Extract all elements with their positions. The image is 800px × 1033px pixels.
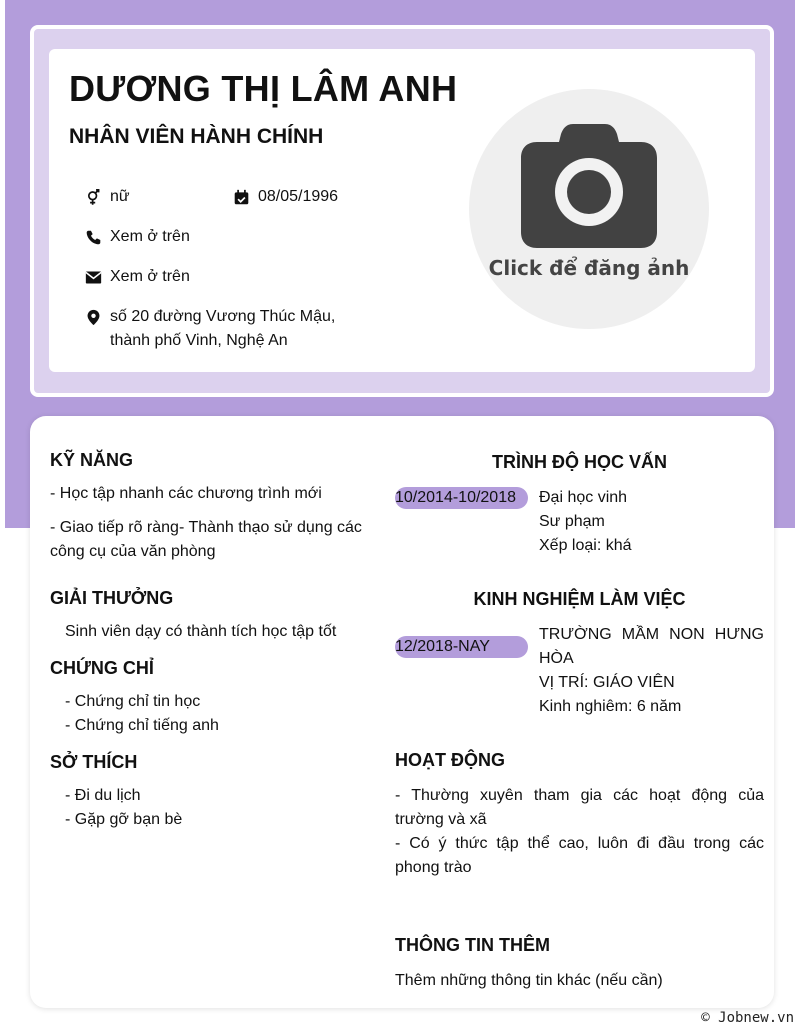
experience-period[interactable]: 12/2018-NAY	[395, 636, 528, 658]
photo-upload[interactable]	[469, 89, 709, 329]
photo-upload-label: Click để đăng ảnh	[488, 256, 690, 280]
hobby-item[interactable]: - Đi du lịch	[65, 787, 141, 804]
email-row[interactable]	[83, 265, 190, 289]
email-icon	[83, 265, 103, 289]
birthdate-row[interactable]	[231, 185, 338, 209]
candidate-name[interactable]: DƯƠNG THỊ LÂM ANH	[69, 68, 458, 109]
phone-icon	[83, 225, 103, 249]
camera-icon	[517, 124, 661, 250]
certificate-item[interactable]: - Chứng chỉ tin học	[65, 693, 201, 710]
education-heading[interactable]: TRÌNH ĐỘ HỌC VẤN	[492, 452, 667, 472]
hobbies-heading[interactable]: SỞ THÍCH	[50, 752, 138, 772]
awards-heading[interactable]: GIẢI THƯỞNG	[50, 588, 174, 608]
education-period[interactable]: 10/2014-10/2018	[395, 487, 528, 509]
experience-duration[interactable]: Kinh nghiêm: 6 năm	[539, 698, 682, 715]
birthdate-value: 08/05/1996	[258, 188, 339, 205]
activity-item[interactable]: - Thường xuyên tham gia các hoạt động của	[395, 787, 764, 804]
activity-item-continued[interactable]: phong trào	[395, 859, 472, 876]
watermark: © Jobnew.vn	[701, 1010, 794, 1026]
extra-info-heading[interactable]: THÔNG TIN THÊM	[395, 935, 550, 955]
award-item[interactable]: Sinh viên dạy có thành tích học tập tốt	[65, 623, 337, 640]
education-major[interactable]: Sư phạm	[539, 513, 605, 530]
activity-item-continued[interactable]: trường và xã	[395, 811, 487, 828]
activities-heading[interactable]: HOẠT ĐỘNG	[395, 750, 505, 770]
skill-item-continued[interactable]: công cụ của văn phòng	[50, 543, 216, 560]
phone-value: Xem ở trên	[110, 228, 190, 245]
hobby-item[interactable]: - Gặp gỡ bạn bè	[65, 811, 183, 828]
certificate-item[interactable]: - Chứng chỉ tiếng anh	[65, 717, 219, 734]
education-grade[interactable]: Xếp loại: khá	[539, 537, 632, 554]
experience-company-continued[interactable]: HÒA	[539, 650, 574, 667]
education-school[interactable]: Đại học vinh	[539, 489, 628, 506]
location-icon	[83, 305, 103, 329]
job-title[interactable]: NHÂN VIÊN HÀNH CHÍNH	[69, 125, 324, 148]
experience-position[interactable]: VỊ TRÍ: GIÁO VIÊN	[539, 674, 675, 691]
email-value: Xem ở trên	[110, 268, 190, 285]
experience-heading[interactable]: KINH NGHIỆM LÀM VIỆC	[473, 589, 686, 609]
address-row[interactable]	[83, 305, 335, 353]
gender-value: nữ	[110, 188, 130, 205]
gender-row[interactable]	[83, 185, 130, 209]
calendar-icon	[231, 185, 251, 209]
phone-row[interactable]	[83, 225, 190, 249]
address-line-1: số 20 đường Vương Thúc Mậu,	[110, 308, 336, 325]
address-line-2: thành phố Vinh, Nghệ An	[110, 332, 288, 349]
gender-icon	[83, 185, 103, 209]
skill-item[interactable]: - Giao tiếp rõ ràng- Thành thạo sử dụng các	[50, 519, 362, 536]
extra-info-text[interactable]: Thêm những thông tin khác (nếu cần)	[395, 972, 663, 989]
activity-item[interactable]: - Có ý thức tập thể cao, luôn đi đầu trong các	[395, 835, 764, 852]
certificates-heading[interactable]: CHỨNG CHỈ	[50, 658, 154, 678]
skills-heading[interactable]: KỸ NĂNG	[50, 450, 134, 470]
experience-company[interactable]: TRƯỜNG MẦM NON HƯNG	[539, 626, 764, 643]
skill-item[interactable]: - Học tập nhanh các chương trình mới	[50, 485, 322, 502]
